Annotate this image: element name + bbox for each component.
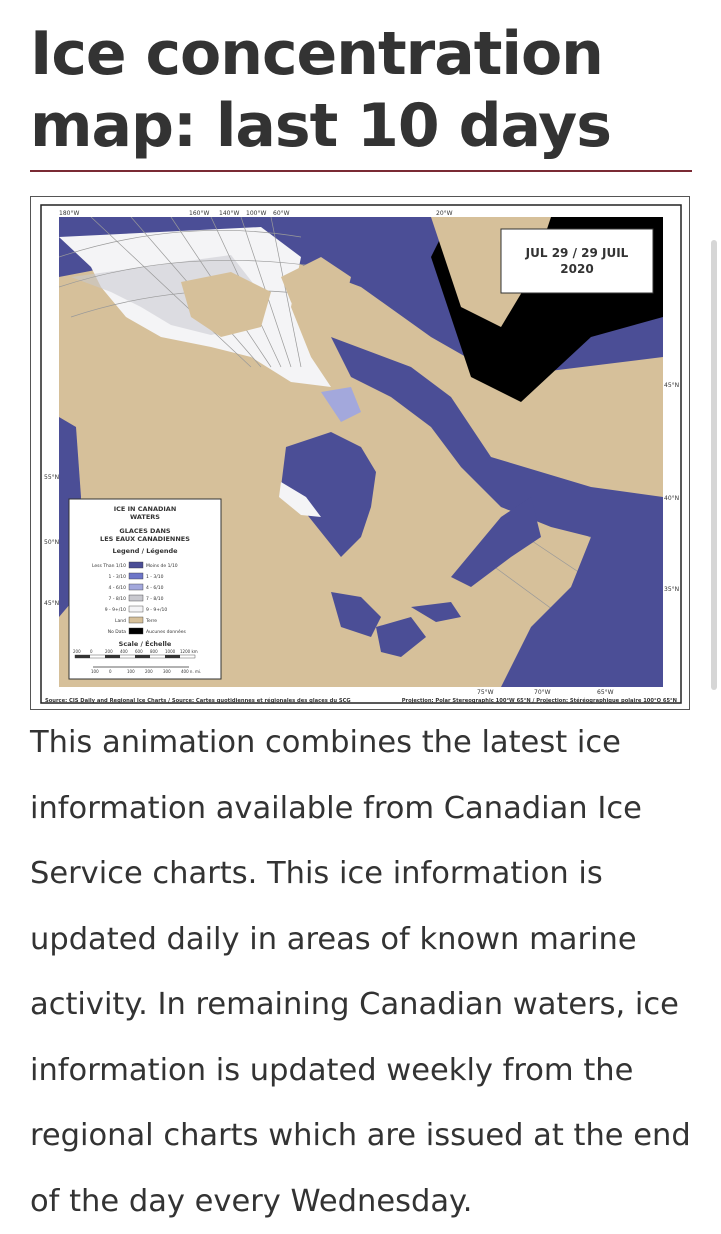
map-source: Source: CIS Daily and Regional Ice Charts / Source: Cartes quotidiennes et régionales des glaces du SCG	[45, 698, 351, 704]
scale-nm-label: 400 n. mi.	[181, 669, 202, 674]
title-divider	[30, 170, 692, 172]
longitude-label: 140°W	[219, 210, 240, 217]
legend-title-fr: GLACES DANS	[119, 527, 171, 535]
legend-swatch	[129, 606, 143, 612]
longitude-label: 20°W	[436, 210, 453, 217]
legend-item-en: Land	[115, 619, 126, 624]
latitude-label: 45°N	[44, 600, 60, 607]
longitude-label: 60°W	[273, 210, 290, 217]
scale-nm-label: 200	[145, 669, 153, 674]
longitude-label: 180°W	[59, 210, 80, 217]
legend-swatch	[129, 628, 143, 634]
scale-km-label: 200	[105, 649, 113, 654]
scale-nm-label: 0	[109, 669, 112, 674]
legend-swatch	[129, 562, 143, 568]
scale-km-label: 1000	[165, 649, 176, 654]
legend-swatch	[129, 617, 143, 623]
legend-item-en: Less Than 1/10	[91, 564, 126, 569]
legend-item-en: 4 - 6/10	[108, 586, 126, 591]
description-paragraph: This animation combines the latest ice information available from Canadian Ice Service charts. This ice information is updated daily in areas of known marine activity. In remaining Canadian waters, ice information is updated weekly from the regional charts which are issued at the end of the day every Wednesday.	[30, 725, 691, 1219]
legend-title-en: ICE IN CANADIAN	[113, 505, 177, 513]
legend-item-en: 9 - 9+/10	[104, 608, 126, 613]
scale-km-label: 600	[135, 649, 143, 654]
scale-km-label: 800	[150, 649, 158, 654]
scale-nm-label: 100	[127, 669, 135, 674]
longitude-label: 100°W	[246, 210, 267, 217]
latitude-label: 35°N	[664, 586, 680, 593]
ice-concentration-map	[30, 196, 690, 710]
legend-item-fr: 7 - 8/10	[146, 597, 164, 602]
legend-item-fr: 1 - 3/10	[146, 575, 164, 580]
latitude-label: 45°N	[664, 382, 680, 389]
longitude-label: 65°W	[597, 689, 614, 696]
legend-title-en: WATERS	[130, 513, 160, 521]
map-canvas	[31, 197, 691, 711]
legend-title-fr: LES EAUX CANADIENNES	[100, 535, 190, 543]
legend-item-en: No Data	[107, 630, 126, 635]
latitude-label: 50°N	[44, 539, 60, 546]
legend-scale-heading: Scale / Échelle	[118, 640, 172, 648]
scale-km-label: 1200 km	[180, 649, 198, 654]
legend-heading: Legend / Légende	[112, 547, 178, 555]
legend-swatch	[129, 573, 143, 579]
latitude-label: 40°N	[664, 495, 680, 502]
longitude-label: 75°W	[477, 689, 494, 696]
longitude-label: 70°W	[534, 689, 551, 696]
legend-item-en: 1 - 3/10	[108, 575, 126, 580]
date-box	[501, 229, 653, 293]
legend-item-fr: Terre	[146, 619, 158, 624]
scale-nm-label: 300	[163, 669, 171, 674]
legend-swatch	[129, 584, 143, 590]
legend-item-fr: Aucunes données	[146, 630, 186, 635]
scale-nm-label: 100	[91, 669, 99, 674]
legend-item-fr: 9 - 9+/10	[146, 608, 168, 613]
map-date: JUL 29 / 29 JUIL	[525, 246, 629, 260]
legend-item-fr: Moins de 1/10	[146, 564, 178, 569]
legend-swatch	[129, 595, 143, 601]
longitude-label: 160°W	[189, 210, 210, 217]
scale-km-label: 0	[90, 649, 93, 654]
scale-km-label: 400	[120, 649, 128, 654]
legend-item-en: 7 - 8/10	[108, 597, 126, 602]
map-projection: Projection: Polar Stereographic 100°W 65°N / Projection: Stéréographique polaire 100°O 65°N	[401, 698, 677, 704]
scale-km-label: 200	[73, 649, 81, 654]
latitude-label: 55°N	[44, 474, 60, 481]
page-title: Ice concentration map: last 10 days	[30, 19, 611, 161]
legend-item-fr: 4 - 6/10	[146, 586, 164, 591]
page-scrollbar[interactable]	[711, 240, 717, 690]
map-year: 2020	[560, 262, 594, 276]
